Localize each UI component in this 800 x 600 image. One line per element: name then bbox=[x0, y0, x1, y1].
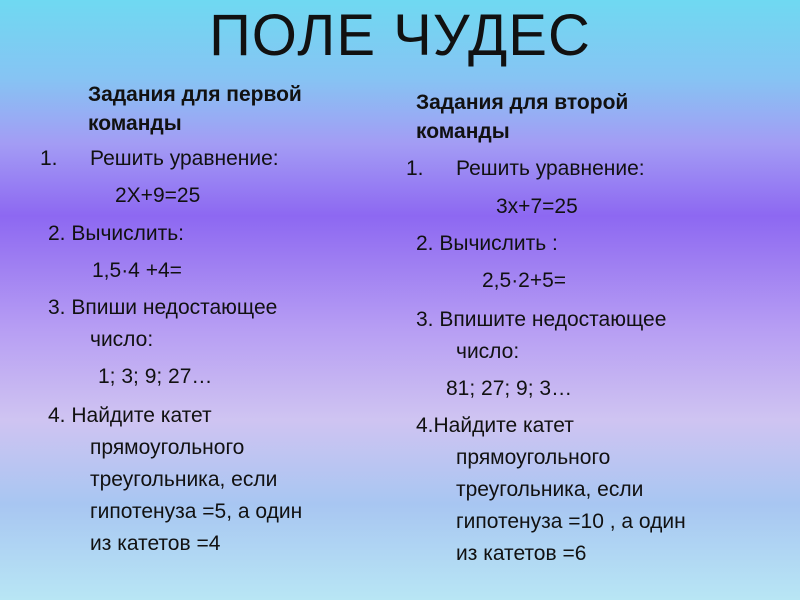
team2-task2-expression: 2,5·2+5= bbox=[482, 269, 567, 292]
team2-task4-line2: прямоугольного bbox=[456, 446, 611, 469]
team2-task2-text: 2. Вычислить : bbox=[416, 232, 558, 255]
team2-task4-line3: треугольника, если bbox=[456, 478, 644, 501]
team1-task2-text: 2. Вычислить: bbox=[48, 222, 184, 245]
team1-task4-line4: гипотенуза =5, а один bbox=[90, 500, 303, 523]
team2-task4-line5: из катетов =6 bbox=[456, 542, 587, 565]
team2-task1-text: Решить уравнение: bbox=[456, 157, 645, 180]
team2-task3-sequence: 81; 27; 9; 3… bbox=[446, 377, 573, 400]
team2-task3-text-line2: число: bbox=[456, 340, 520, 363]
team1-task3-sequence: 1; 3; 9; 27… bbox=[98, 365, 213, 388]
team1-task2-expression: 1,5·4 +4= bbox=[92, 259, 182, 282]
team1-heading: Задания для первой команды bbox=[88, 83, 302, 135]
slide-title: ПОЛЕ ЧУДЕС bbox=[209, 3, 591, 68]
team2-task4-line4: гипотенуза =10 , а один bbox=[456, 510, 686, 533]
team1-task1-text: Решить уравнение: bbox=[90, 147, 279, 170]
team2-heading: Задания для второй команды bbox=[416, 91, 629, 143]
team2-task4-line1: 4.Найдите катет bbox=[416, 414, 574, 437]
team2-task3-text-line1: 3. Впишите недостающее bbox=[416, 308, 667, 331]
team1-task1-number: 1. bbox=[40, 147, 58, 170]
team1-task4-line3: треугольника, если bbox=[90, 468, 278, 491]
team1-task4-line1: 4. Найдите катет bbox=[48, 404, 212, 427]
team2-task1-equation: 3х+7=25 bbox=[496, 195, 578, 218]
team1-task4-line5: из катетов =4 bbox=[90, 532, 221, 555]
team1-task3-text-line2: число: bbox=[90, 328, 154, 351]
team1-task1-equation: 2X+9=25 bbox=[115, 184, 201, 207]
team2-task1-number: 1. bbox=[406, 157, 424, 180]
team1-task3-text-line1: 3. Впиши недостающее bbox=[48, 296, 278, 319]
team1-task4-line2: прямоугольного bbox=[90, 436, 245, 459]
